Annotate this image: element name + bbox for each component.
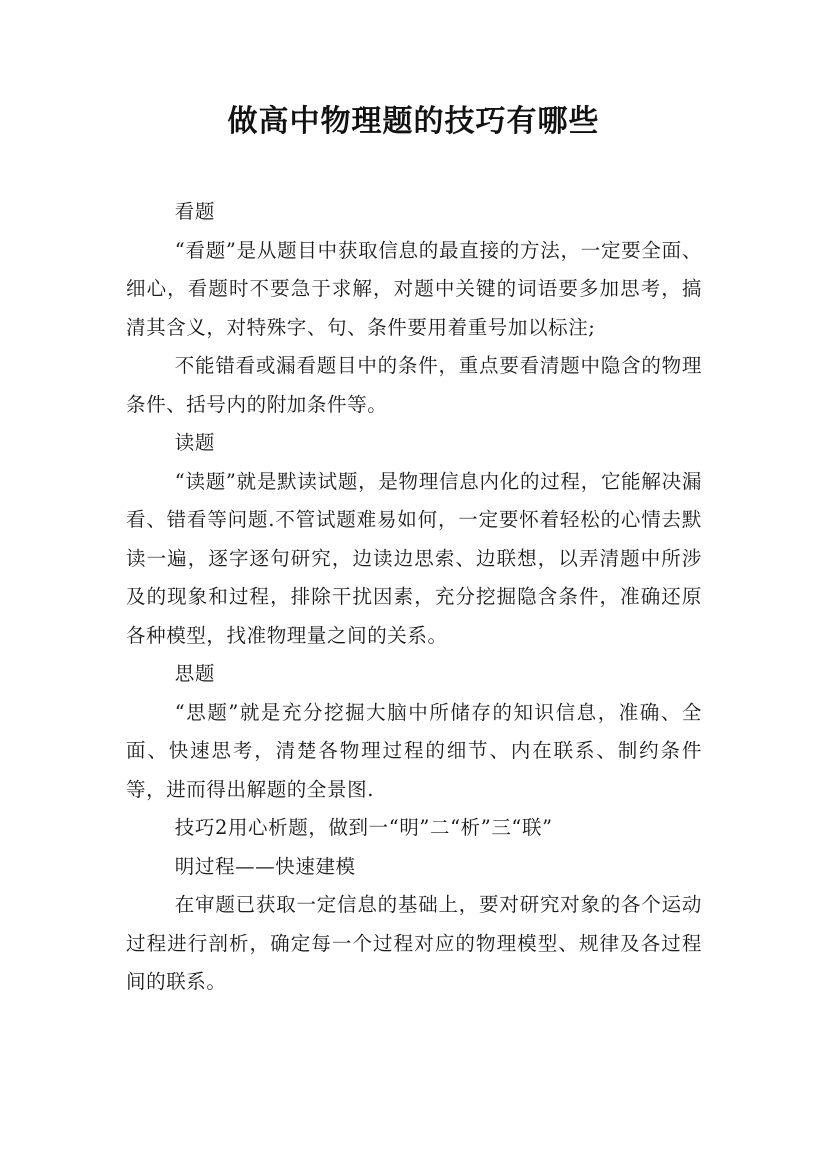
paragraph: “看题”是从题目中获取信息的最直接的方法，一定要全面、细心，看题时不要急于求解，对题中关键的词语要多加思考，搞清其含义，对特殊字、句、条件要用着重号加以标注; bbox=[126, 238, 702, 339]
section-heading-read: 读题 bbox=[174, 431, 215, 454]
section-heading-look: 看题 bbox=[174, 200, 215, 223]
paragraph: “思题”就是充分挖掘大脑中所储存的知识信息，准确、全面、快速思考，清楚各物理过程的细节、内在联系、制约条件等，进而得出解题的全景图. bbox=[126, 700, 702, 801]
document-body bbox=[126, 193, 702, 1002]
paragraph: 不能错看或漏看题目中的条件，重点要看清题中隐含的物理条件、括号内的附加条件等。 bbox=[126, 354, 702, 416]
section-heading-process: 明过程——快速建模 bbox=[174, 854, 356, 878]
paragraph: 在审题已获取一定信息的基础上，要对研究对象的各个运动过程进行剖析，确定每一个过程对应的物理模型、规律及各过程间的联系。 bbox=[126, 893, 702, 993]
document-title: 做高中物理题的技巧有哪些 bbox=[227, 104, 600, 139]
section-heading-tip2: 技巧2用心析题，做到一“明”二“析”三“联” bbox=[174, 816, 553, 839]
paragraph: “读题”就是默读试题，是物理信息内化的过程，它能解决漏看、错看等问题.不管试题难易如何，一定要怀着轻松的心情去默读一遍，逐字逐句研究，边读边思索、边联想，以弄清题中所涉及的现象和过程，排除干扰因素，充分挖掘隐含条件，准确还原各种模型，找准物理量之间的关系。 bbox=[126, 469, 702, 647]
section-heading-think: 思题 bbox=[174, 662, 215, 685]
